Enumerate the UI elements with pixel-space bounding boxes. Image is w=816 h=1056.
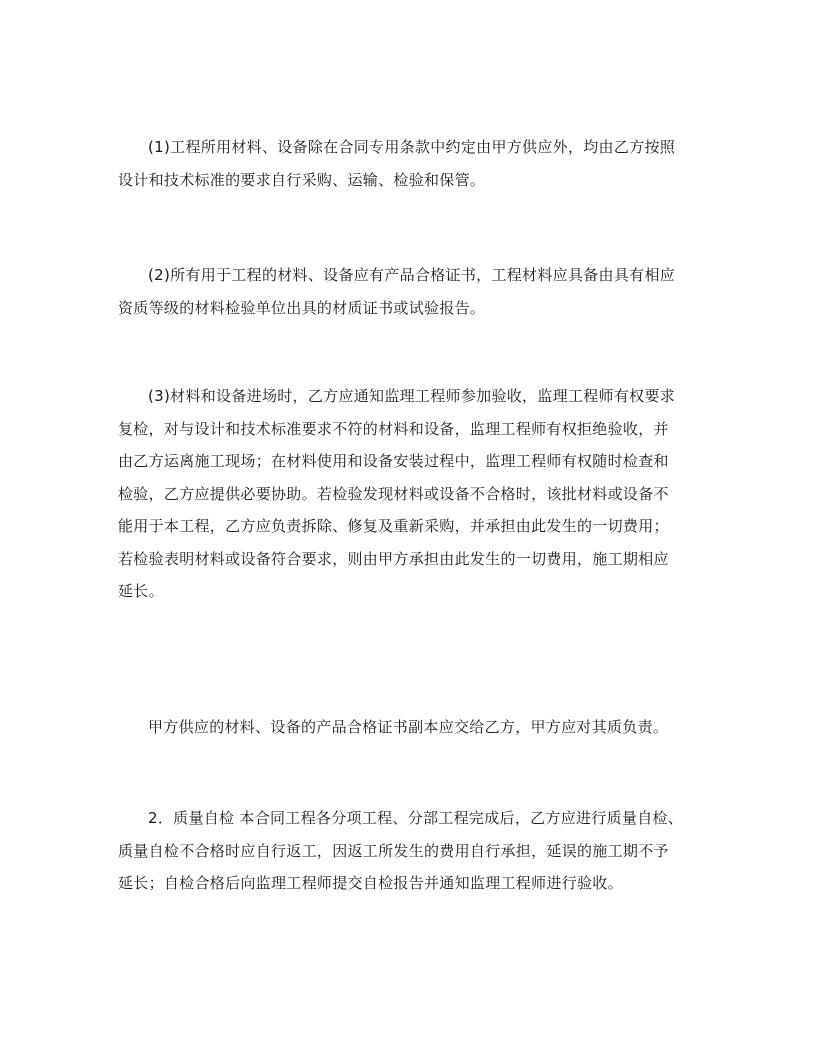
text-line: 检验，乙方应提供必要协助。若检验发现材料或设备不合格时，该批材料或设备不 (118, 484, 669, 503)
text-line: 延长。 (118, 582, 164, 600)
text-line: 若检验表明材料或设备符合要求，则由甲方承担由此发生的一切费用，施工期相应 (118, 549, 669, 568)
text-line: 复检，对与设计和技术标准要求不符的材料和设备，监理工程师有权拒绝验收，并 (118, 419, 669, 438)
text-line: (2)所有用于工程的材料、设备应有产品合格证书，工程材料应具备由具有相应 (148, 266, 676, 284)
text-line: (3)材料和设备进场时，乙方应通知监理工程师参加验收，监理工程师有权要求 (148, 387, 676, 405)
paragraph-certificates (118, 259, 702, 324)
text-line: 甲方供应的材料、设备的产品合格证书副本应交给乙方，甲方应对其质负责。 (148, 718, 669, 736)
text-line: 2．质量自检 本合同工程各分项工程、分部工程完成后，乙方应进行质量自检、 (148, 809, 684, 827)
text-line: (1)工程所用材料、设备除在合同专用条款中约定由甲方供应外，均由乙方按照 (148, 138, 676, 156)
paragraph-materials-procurement (118, 131, 702, 196)
paragraph-quality-self-inspection (118, 802, 702, 900)
text-line: 延长；自检合格后向监理工程师提交自检报告并通知监理工程师进行验收。 (118, 874, 623, 892)
text-line: 质量自检不合格时应自行返工，因返工所发生的费用自行承担，延误的施工期不予 (118, 841, 669, 860)
paragraph-inspection (118, 380, 702, 608)
paragraph-supplied-materials (118, 711, 702, 744)
text-line: 资质等级的材料检验单位出具的材质证书或试验报告。 (118, 298, 486, 317)
text-line: 设计和技术标准的要求自行采购、运输、检验和保管。 (118, 170, 486, 189)
text-line: 能用于本工程，乙方应负责拆除、修复及重新采购，并承担由此发生的一切费用； (118, 517, 669, 535)
text-line: 由乙方运离施工现场；在材料使用和设备安装过程中，监理工程师有权随时检查和 (118, 452, 669, 470)
